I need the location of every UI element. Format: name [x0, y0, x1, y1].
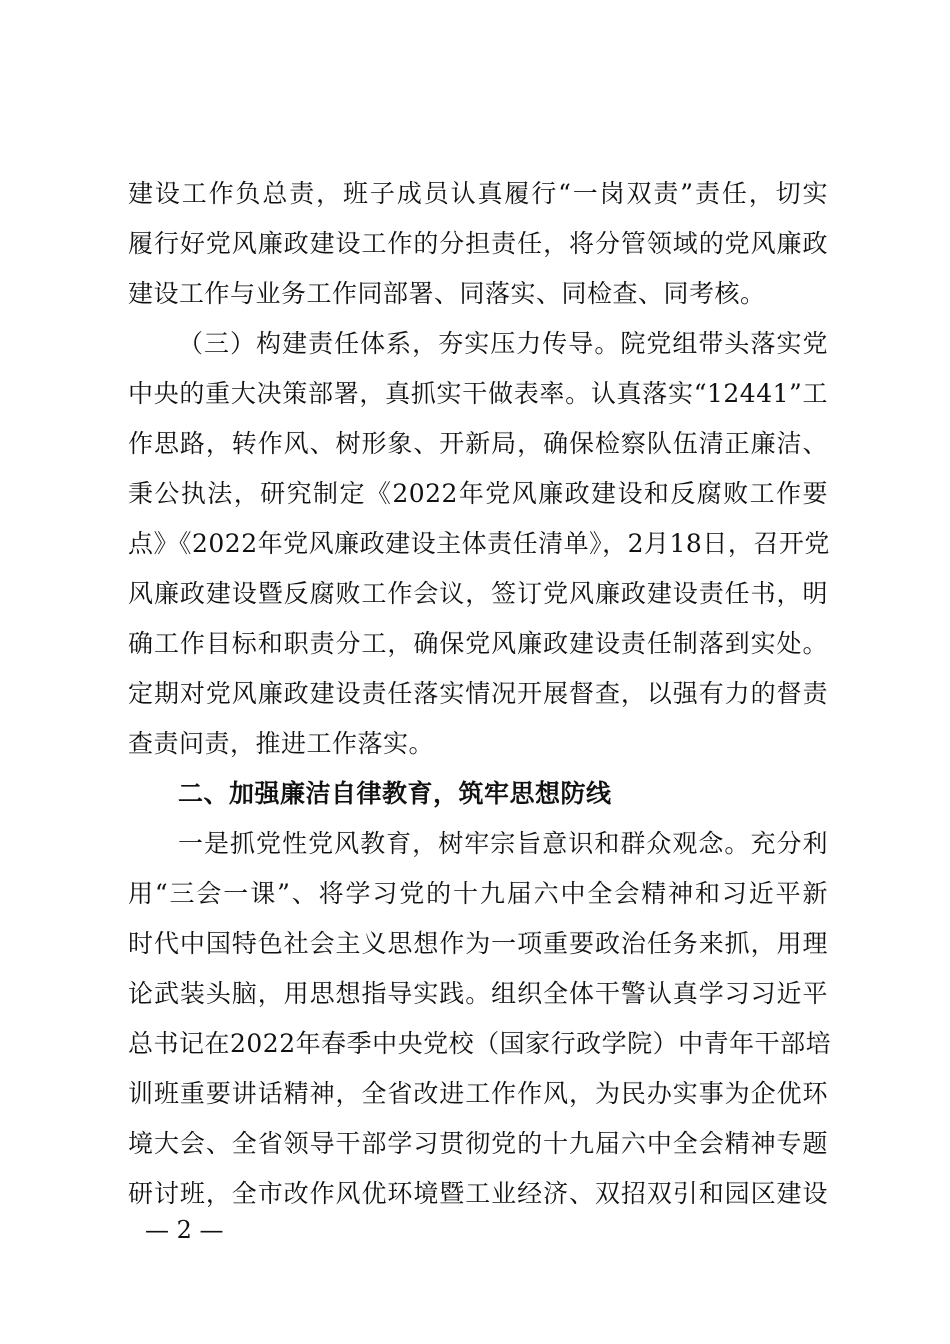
- text-line: 研讨班，全市改作风优环境暨工业经济、双招双引和园区建设: [128, 1179, 828, 1208]
- paragraph-first-line: （三）构建责任体系，夯实压力传导。院党组带头落实党: [178, 329, 828, 358]
- text-line: 时代中国特色社会主义思想作为一项重要政治任务来抓，用理: [128, 929, 828, 958]
- text-line: 建设工作负总责，班子成员认真履行“一岗双责”责任，切实: [128, 179, 828, 208]
- text-line: 秉公执法，研究制定《2022年党风廉政建设和反腐败工作要: [128, 479, 828, 508]
- paragraph-first-line: 一是抓党性党风教育，树牢宗旨意识和群众观念。充分利: [178, 829, 828, 858]
- text-line: 论武装头脑，用思想指导实践。组织全体干警认真学习习近平: [128, 979, 828, 1008]
- page-number: — 2 —: [145, 1216, 224, 1244]
- text-line: 点》《2022年党风廉政建设主体责任清单》，2月18日，召开党: [128, 529, 830, 558]
- section-heading: 二、加强廉洁自律教育，筑牢思想防线: [178, 779, 612, 808]
- text-line: 确工作目标和职责分工，确保党风廉政建设责任制落到实处。: [128, 629, 828, 658]
- text-line: 中央的重大决策部署，真抓实干做表率。认真落实“12441”工: [128, 379, 828, 408]
- text-line: 定期对党风廉政建设责任落实情况开展督查，以强有力的督责: [128, 679, 828, 708]
- text-line: 查责问责，推进工作落实。: [128, 729, 435, 758]
- text-line: 境大会、全省领导干部学习贯彻党的十九届六中全会精神专题: [128, 1129, 828, 1158]
- text-line: 训班重要讲话精神，全省改进工作作风，为民办实事为企优环: [128, 1079, 828, 1108]
- text-line: 建设工作与业务工作同部署、同落实、同检查、同考核。: [128, 279, 766, 308]
- text-line: 作思路，转作风、树形象、开新局，确保检察队伍清正廉洁、: [128, 429, 828, 458]
- text-line: 总书记在2022年春季中央党校（国家行政学院）中青年干部培: [128, 1029, 832, 1058]
- text-line: 风廉政建设暨反腐败工作会议，签订党风廉政建设责任书，明: [128, 579, 828, 608]
- text-line: 履行好党风廉政建设工作的分担责任，将分管领域的党风廉政: [128, 229, 828, 258]
- text-line: 用“三会一课”、将学习党的十九届六中全会精神和习近平新: [128, 879, 828, 908]
